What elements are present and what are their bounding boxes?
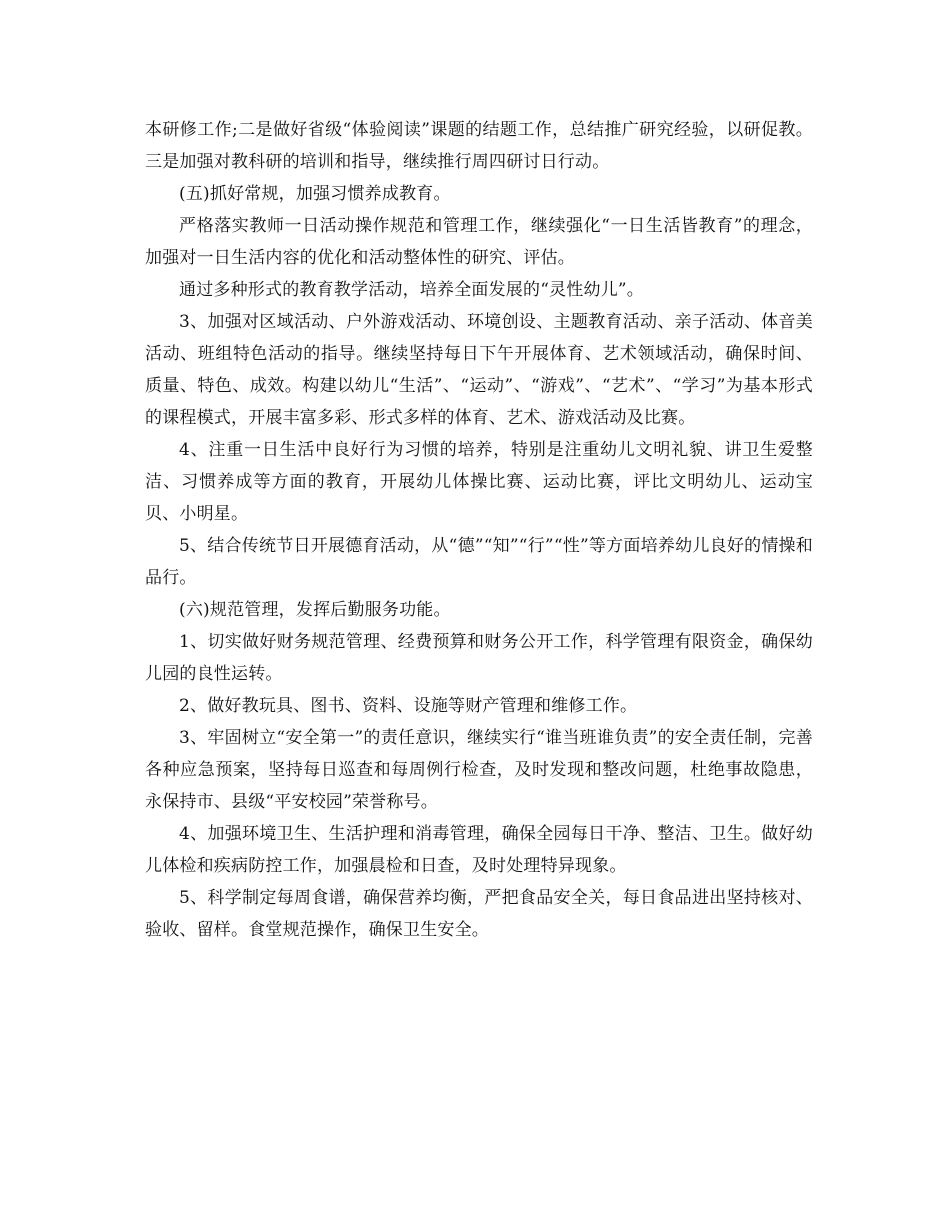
paragraph-5: 3、加强对区域活动、户外游戏活动、环境创设、主题教育活动、亲子活动、体音美活动、班组特色活动的指导。继续坚持每日下午开展体育、艺术领域活动，确保时间、质量、特色、成效。构建以幼儿“生活”、“运动”、“游戏”、“艺术”、“学习”为基本形式的课程模式，开展丰富多彩、形式多样的体育、艺术、游戏活动及比赛。 — [145, 312, 813, 428]
paragraph-1: 本研修工作;二是做好省级“体验阅读”课题的结题工作，总结推广研究经验，以研促教。三是加强对教科研的培训和指导，继续推行周四研讨日行动。 — [145, 120, 813, 172]
paragraph-10: 2、做好教玩具、图书、资料、设施等财产管理和维修工作。 — [179, 696, 638, 716]
paragraph-3: 严格落实教师一日活动操作规范和管理工作，继续强化“一日生活皆教育”的理念，加强对一日生活内容的优化和活动整体性的研究、评估。 — [145, 216, 813, 268]
paragraph-4: 通过多种形式的教育教学活动，培养全面发展的“灵性幼儿”。 — [179, 280, 644, 300]
document-body — [145, 114, 813, 946]
paragraph-9: 1、切实做好财务规范管理、经费预算和财务公开工作，科学管理有限资金，确保幼儿园的良性运转。 — [145, 632, 813, 684]
paragraph-11: 3、牢固树立“安全第一”的责任意识，继续实行“谁当班谁负责”的安全责任制，完善各种应急预案，坚持每日巡查和每周例行检查，及时发现和整改问题，杜绝事故隐患，永保持市、县级“平安校园”荣誉称号。 — [145, 728, 813, 812]
paragraph-13: 5、科学制定每周食谱，确保营养均衡，严把食品安全关，每日食品进出坚持核对、验收、留样。食堂规范操作，确保卫生安全。 — [145, 888, 813, 940]
section-heading-six: (六)规范管理，发挥后勤服务功能。 — [179, 600, 451, 620]
paragraph-7: 5、结合传统节日开展德育活动，从“德”“知”“行”“性”等方面培养幼儿良好的情操和品行。 — [145, 536, 813, 588]
section-heading-five: (五)抓好常规，加强习惯养成教育。 — [179, 184, 451, 204]
paragraph-12: 4、加强环境卫生、生活护理和消毒管理，确保全园每日干净、整洁、卫生。做好幼儿体检和疾病防控工作，加强晨检和日查，及时处理特异现象。 — [145, 824, 813, 876]
paragraph-6: 4、注重一日生活中良好行为习惯的培养，特别是注重幼儿文明礼貌、讲卫生爱整洁、习惯养成等方面的教育，开展幼儿体操比赛、运动比赛，评比文明幼儿、运动宝贝、小明星。 — [145, 440, 813, 524]
